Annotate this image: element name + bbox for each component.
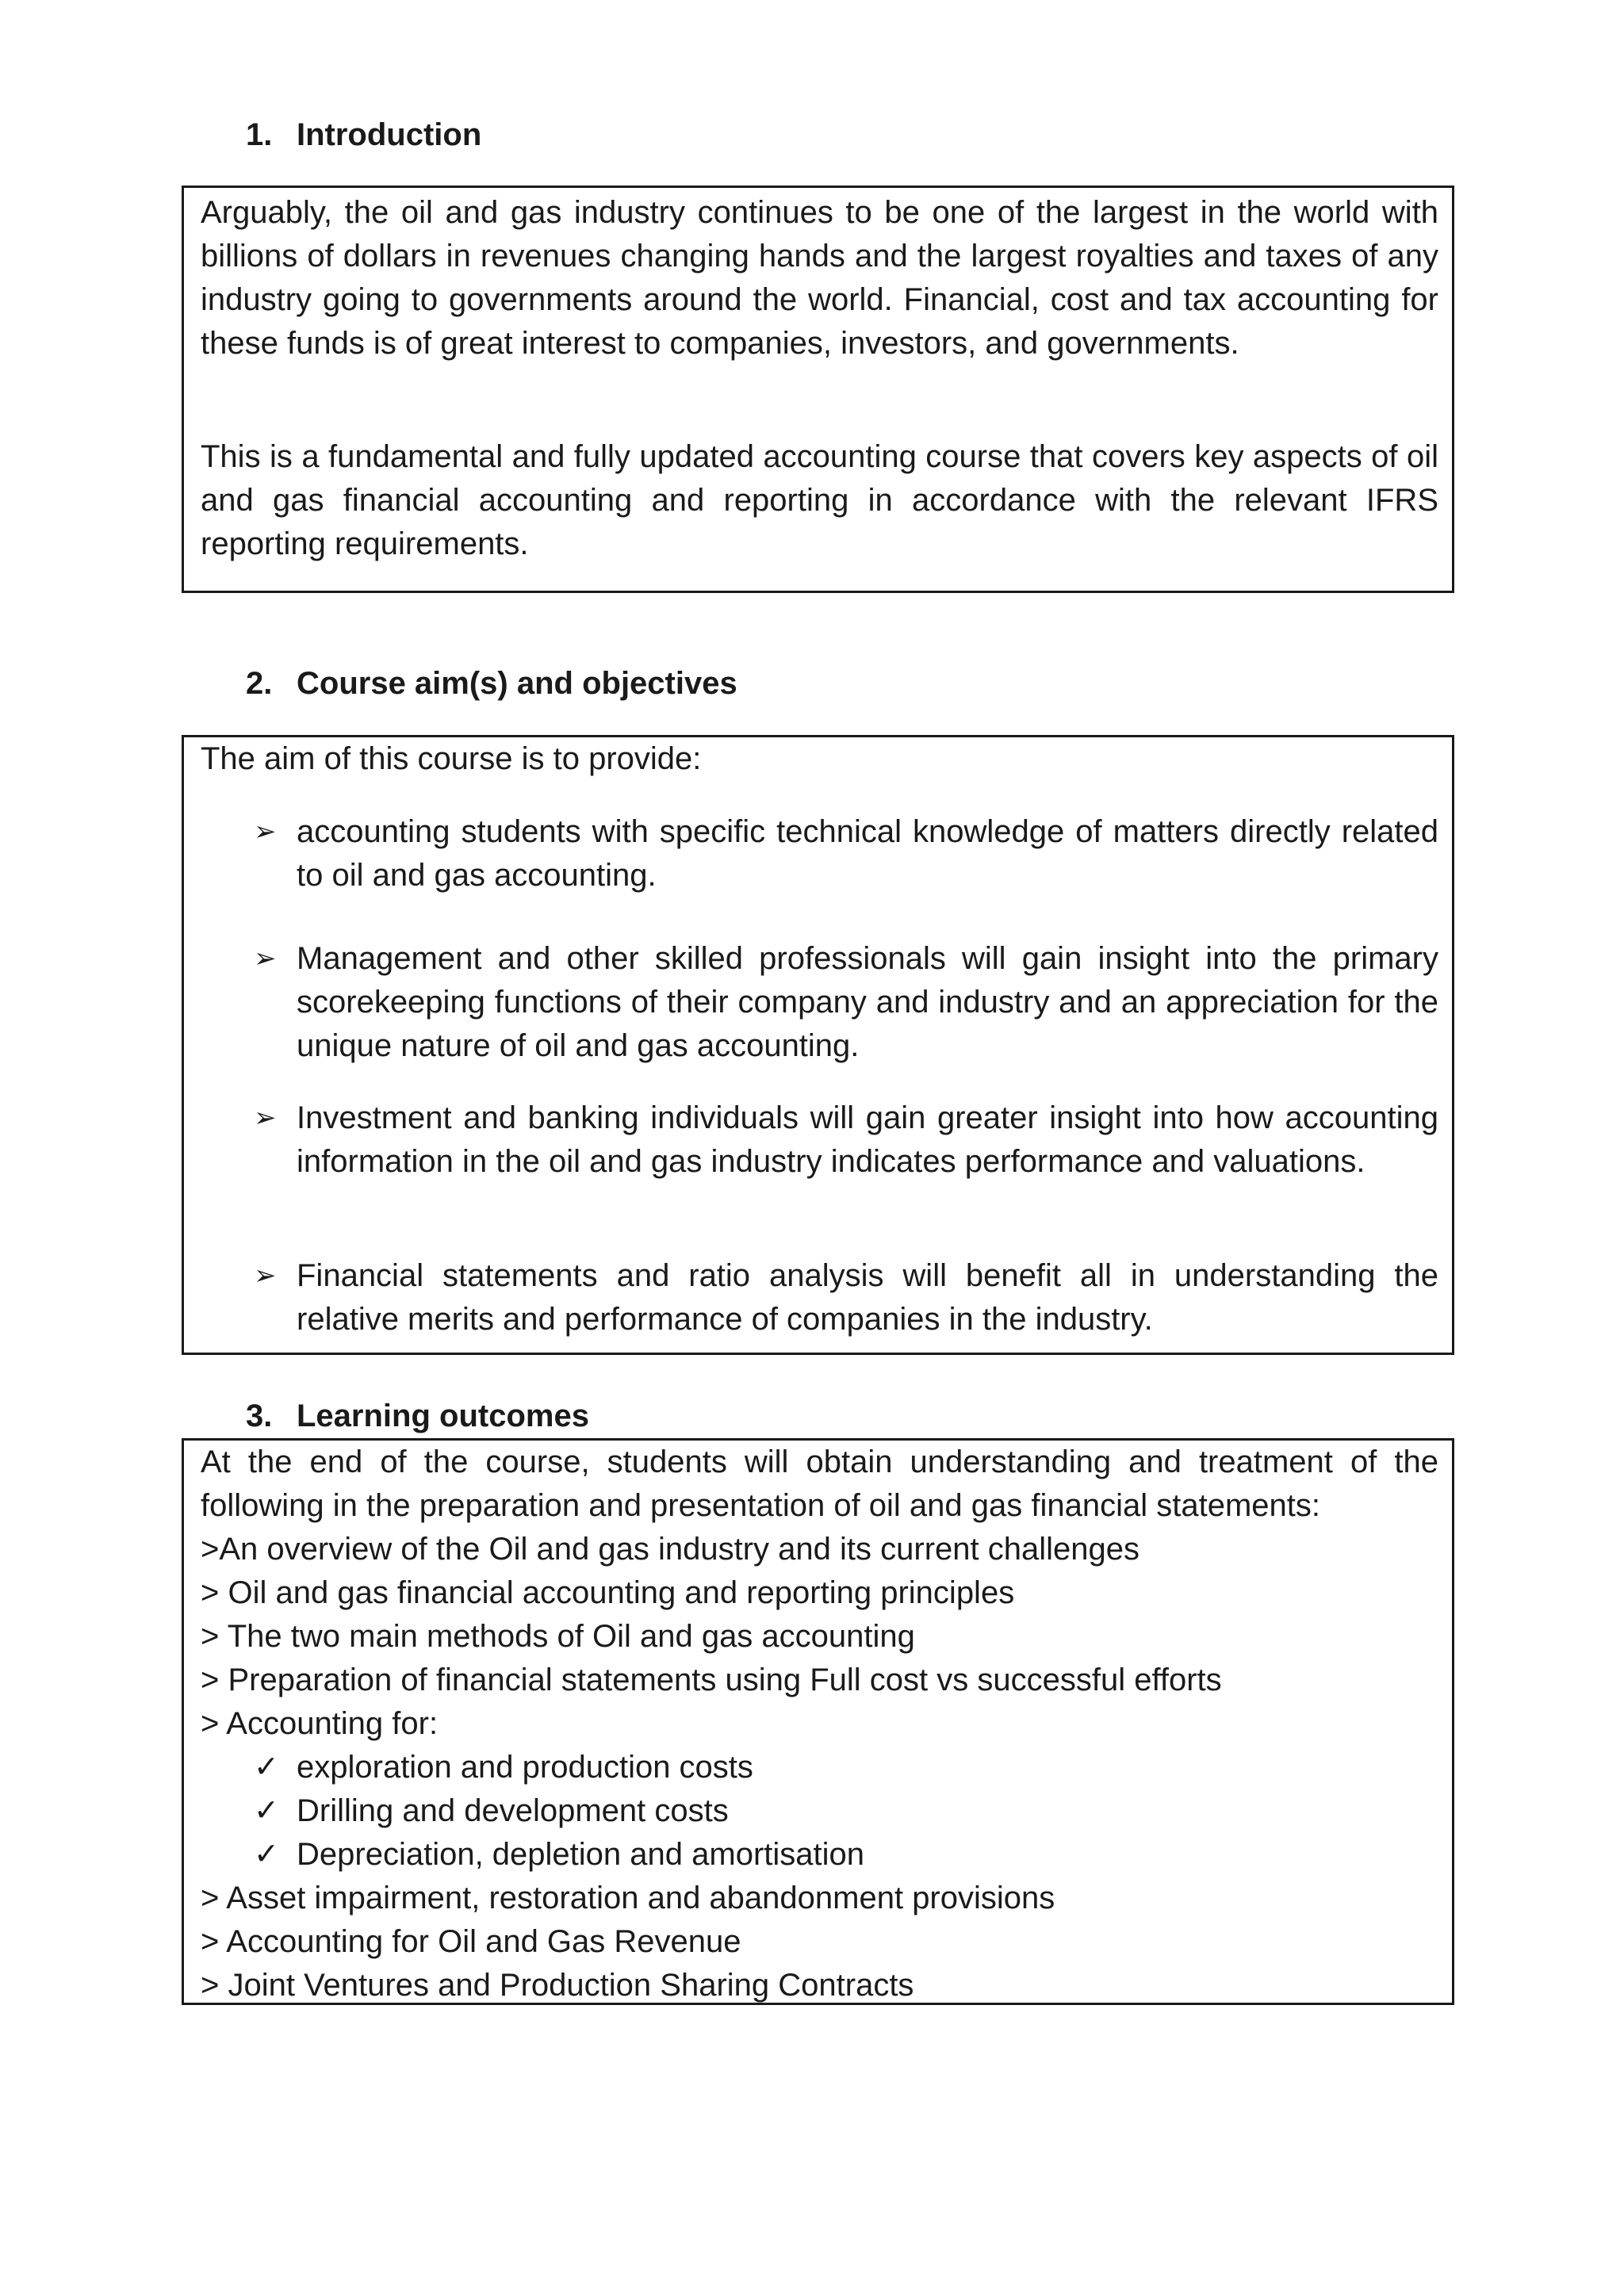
section-3-number: 3. bbox=[246, 1399, 273, 1433]
section-2-title: Course aim(s) and objectives bbox=[297, 666, 737, 701]
introduction-box bbox=[182, 186, 1454, 593]
outcome-item: > Preparation of financial statements using Full cost vs successful efforts bbox=[201, 1663, 1222, 1697]
outcome-item: > Asset impairment, restoration and abandonment provisions bbox=[201, 1881, 1055, 1915]
course-aim-bullet-2: Management and other skilled professionals will gain insight into the primary scorekeeping functions of their company and industry and an appreciation for the unique nature of oil and gas accounting. bbox=[297, 941, 1438, 1063]
arrow-bullet-icon: ➢ bbox=[254, 943, 277, 974]
outcome-item: > The two main methods of Oil and gas accounting bbox=[201, 1619, 915, 1654]
outcome-check-item: exploration and production costs bbox=[297, 1750, 753, 1785]
course-aims-box bbox=[182, 735, 1454, 1355]
outcome-item: > Oil and gas financial accounting and reporting principles bbox=[201, 1575, 1015, 1610]
outcome-item: >An overview of the Oil and gas industry and its current challenges bbox=[201, 1532, 1139, 1567]
introduction-paragraph-1: Arguably, the oil and gas industry continues to be one of the largest in the world with billions of dollars in revenues changing hands and the largest royalties and taxes of any industry going to governments around the world. Financial, cost and tax accounting for these funds is of great interest to companies, investors, and governments. bbox=[201, 195, 1438, 361]
outcome-check-item: Depreciation, depletion and amortisation bbox=[297, 1837, 864, 1872]
outcome-item: > Accounting for Oil and Gas Revenue bbox=[201, 1924, 741, 1959]
section-2-heading bbox=[246, 664, 737, 702]
outcome-item: > Accounting for: bbox=[201, 1706, 439, 1741]
course-aims-intro: The aim of this course is to provide: bbox=[201, 741, 702, 776]
checkmark-icon: ✓ bbox=[254, 1794, 279, 1827]
section-1-heading bbox=[246, 116, 481, 154]
arrow-bullet-icon: ➢ bbox=[254, 1103, 277, 1133]
course-aim-bullet-3: Investment and banking individuals will gain greater insight into how accounting information in the oil and gas industry indicates performance and valuations. bbox=[297, 1100, 1438, 1179]
section-1-title: Introduction bbox=[297, 117, 482, 152]
course-aim-bullet-4: Financial statements and ratio analysis will benefit all in understanding the relative merits and performance of companies in the industry. bbox=[297, 1258, 1438, 1337]
arrow-bullet-icon: ➢ bbox=[254, 817, 277, 847]
section-1-number: 1. bbox=[246, 117, 273, 152]
course-aim-bullet-1: accounting students with specific technical knowledge of matters directly related to oil and gas accounting. bbox=[297, 814, 1438, 893]
outcome-check-item: Drilling and development costs bbox=[297, 1793, 729, 1828]
checkmark-icon: ✓ bbox=[254, 1838, 279, 1871]
learning-outcomes-intro-line-2: following in the preparation and presentation of oil and gas financial statements: bbox=[201, 1488, 1321, 1523]
section-2-number: 2. bbox=[246, 666, 273, 701]
learning-outcomes-intro-line-1: At the end of the course, students will obtain understanding and treatment of the bbox=[201, 1445, 1438, 1479]
arrow-bullet-icon: ➢ bbox=[254, 1261, 277, 1291]
introduction-paragraph-2: This is a fundamental and fully updated accounting course that covers key aspects of oil and gas financial accounting and reporting in accordance with the relevant IFRS reporting requirements. bbox=[201, 439, 1438, 561]
section-3-title: Learning outcomes bbox=[297, 1399, 589, 1433]
outcome-item: > Joint Ventures and Production Sharing Contracts bbox=[201, 1968, 914, 2003]
section-3-heading bbox=[246, 1397, 589, 1435]
learning-outcomes-box bbox=[182, 1438, 1454, 2005]
checkmark-icon: ✓ bbox=[254, 1751, 279, 1784]
